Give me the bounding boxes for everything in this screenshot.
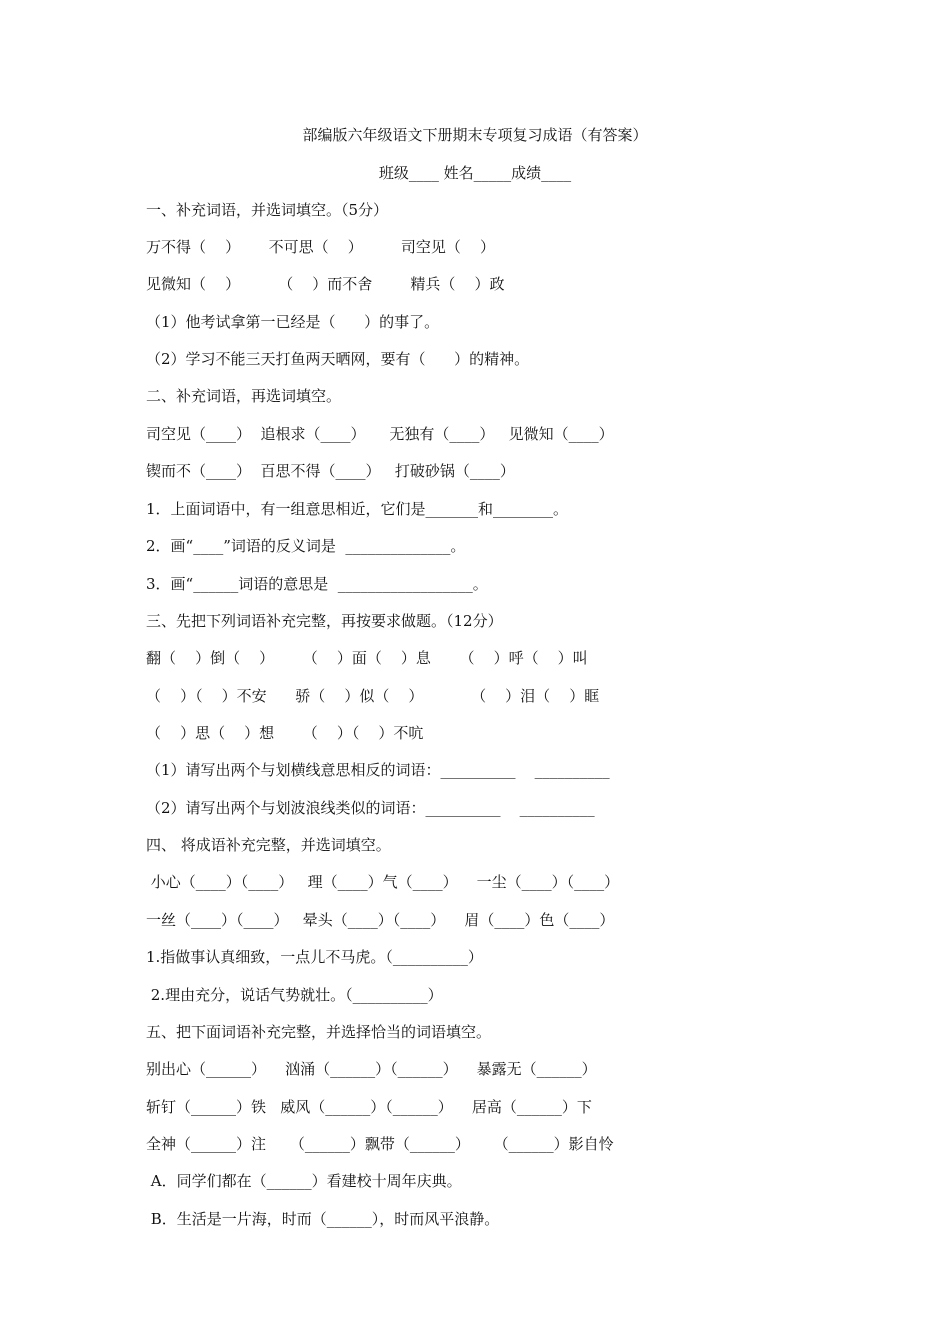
idiom-row: 万不得（ ） 不可思（ ） 司空见（ ） xyxy=(146,238,495,256)
question-line: （2）请写出两个与划波浪线类似的词语：__________ __________ xyxy=(146,799,595,817)
idiom-row: 翻（ ）倒（ ） （ ）面（ ）息 （ ）呼（ ）叫 xyxy=(146,649,588,667)
question-line: 1．上面词语中，有一组意思相近，它们是_______和________。 xyxy=(146,500,569,518)
section-1-heading: 一、补充词语，并选词填空。（5分） xyxy=(146,201,389,219)
section-3-heading: 三、先把下列词语补充完整，再按要求做题。（12分） xyxy=(146,612,503,630)
document-title: 部编版六年级语文下册期末专项复习成语（有答案） xyxy=(302,126,648,144)
idiom-row: 锲而不（____） 百思不得（____） 打破砂锅（____） xyxy=(146,462,515,480)
idiom-row: （ ）（ ）不安 骄（ ）似（ ） （ ）泪（ ）眶 xyxy=(146,687,600,705)
student-info-line: 班级____ 姓名_____成绩____ xyxy=(378,164,572,182)
fill-sentence: B．生活是一片海，时而（______），时而风平浪静。 xyxy=(146,1210,500,1228)
section-4-heading: 四、 将成语补充完整，并选词填空。 xyxy=(146,836,391,854)
fill-sentence: （1）他考试拿第一已经是（ ）的事了。 xyxy=(146,313,440,331)
idiom-row: 见微知（ ） （ ）而不舍 精兵（ ）政 xyxy=(146,275,505,293)
idiom-row: 全神（______）注 （______）飘带（______） （______）影自怜 xyxy=(146,1135,614,1153)
fill-sentence: （2）学习不能三天打鱼两天晒网，要有（ ）的精神。 xyxy=(146,350,530,368)
section-2-heading: 二、补充词语，再选词填空。 xyxy=(146,387,342,405)
idiom-row: （ ）思（ ）想 （ ）（ ）不吭 xyxy=(146,724,424,742)
question-line: 3．画“______词语的意思是 __________________。 xyxy=(146,575,488,593)
idiom-row: 小心（____）（____） 理（____）气（____） 一尘（____）（____） xyxy=(146,873,620,891)
idiom-row: 司空见（____） 追根求（____） 无独有（____） 见微知（____） xyxy=(146,425,614,443)
question-line: 2．画“____”词语的反义词是 ______________。 xyxy=(146,537,466,555)
fill-sentence: A．同学们都在（______）看建校十周年庆典。 xyxy=(146,1172,462,1190)
question-line: （1）请写出两个与划横线意思相反的词语：__________ __________ xyxy=(146,761,610,779)
question-line: 1.指做事认真细致，一点儿不马虎。（__________） xyxy=(146,948,483,966)
section-5-heading: 五、把下面词语补充完整，并选择恰当的词语填空。 xyxy=(146,1023,492,1041)
idiom-row: 斩钉（______）铁 威风（______）（______） 居高（______）下 xyxy=(146,1098,592,1116)
idiom-row: 一丝（____）（____） 晕头（____）（____） 眉（____）色（____） xyxy=(146,911,615,929)
question-line: 2.理由充分，说话气势就壮。（__________） xyxy=(146,986,443,1004)
idiom-row: 别出心（______） 汹涌（______）（______） 暴露无（______） xyxy=(146,1060,597,1078)
